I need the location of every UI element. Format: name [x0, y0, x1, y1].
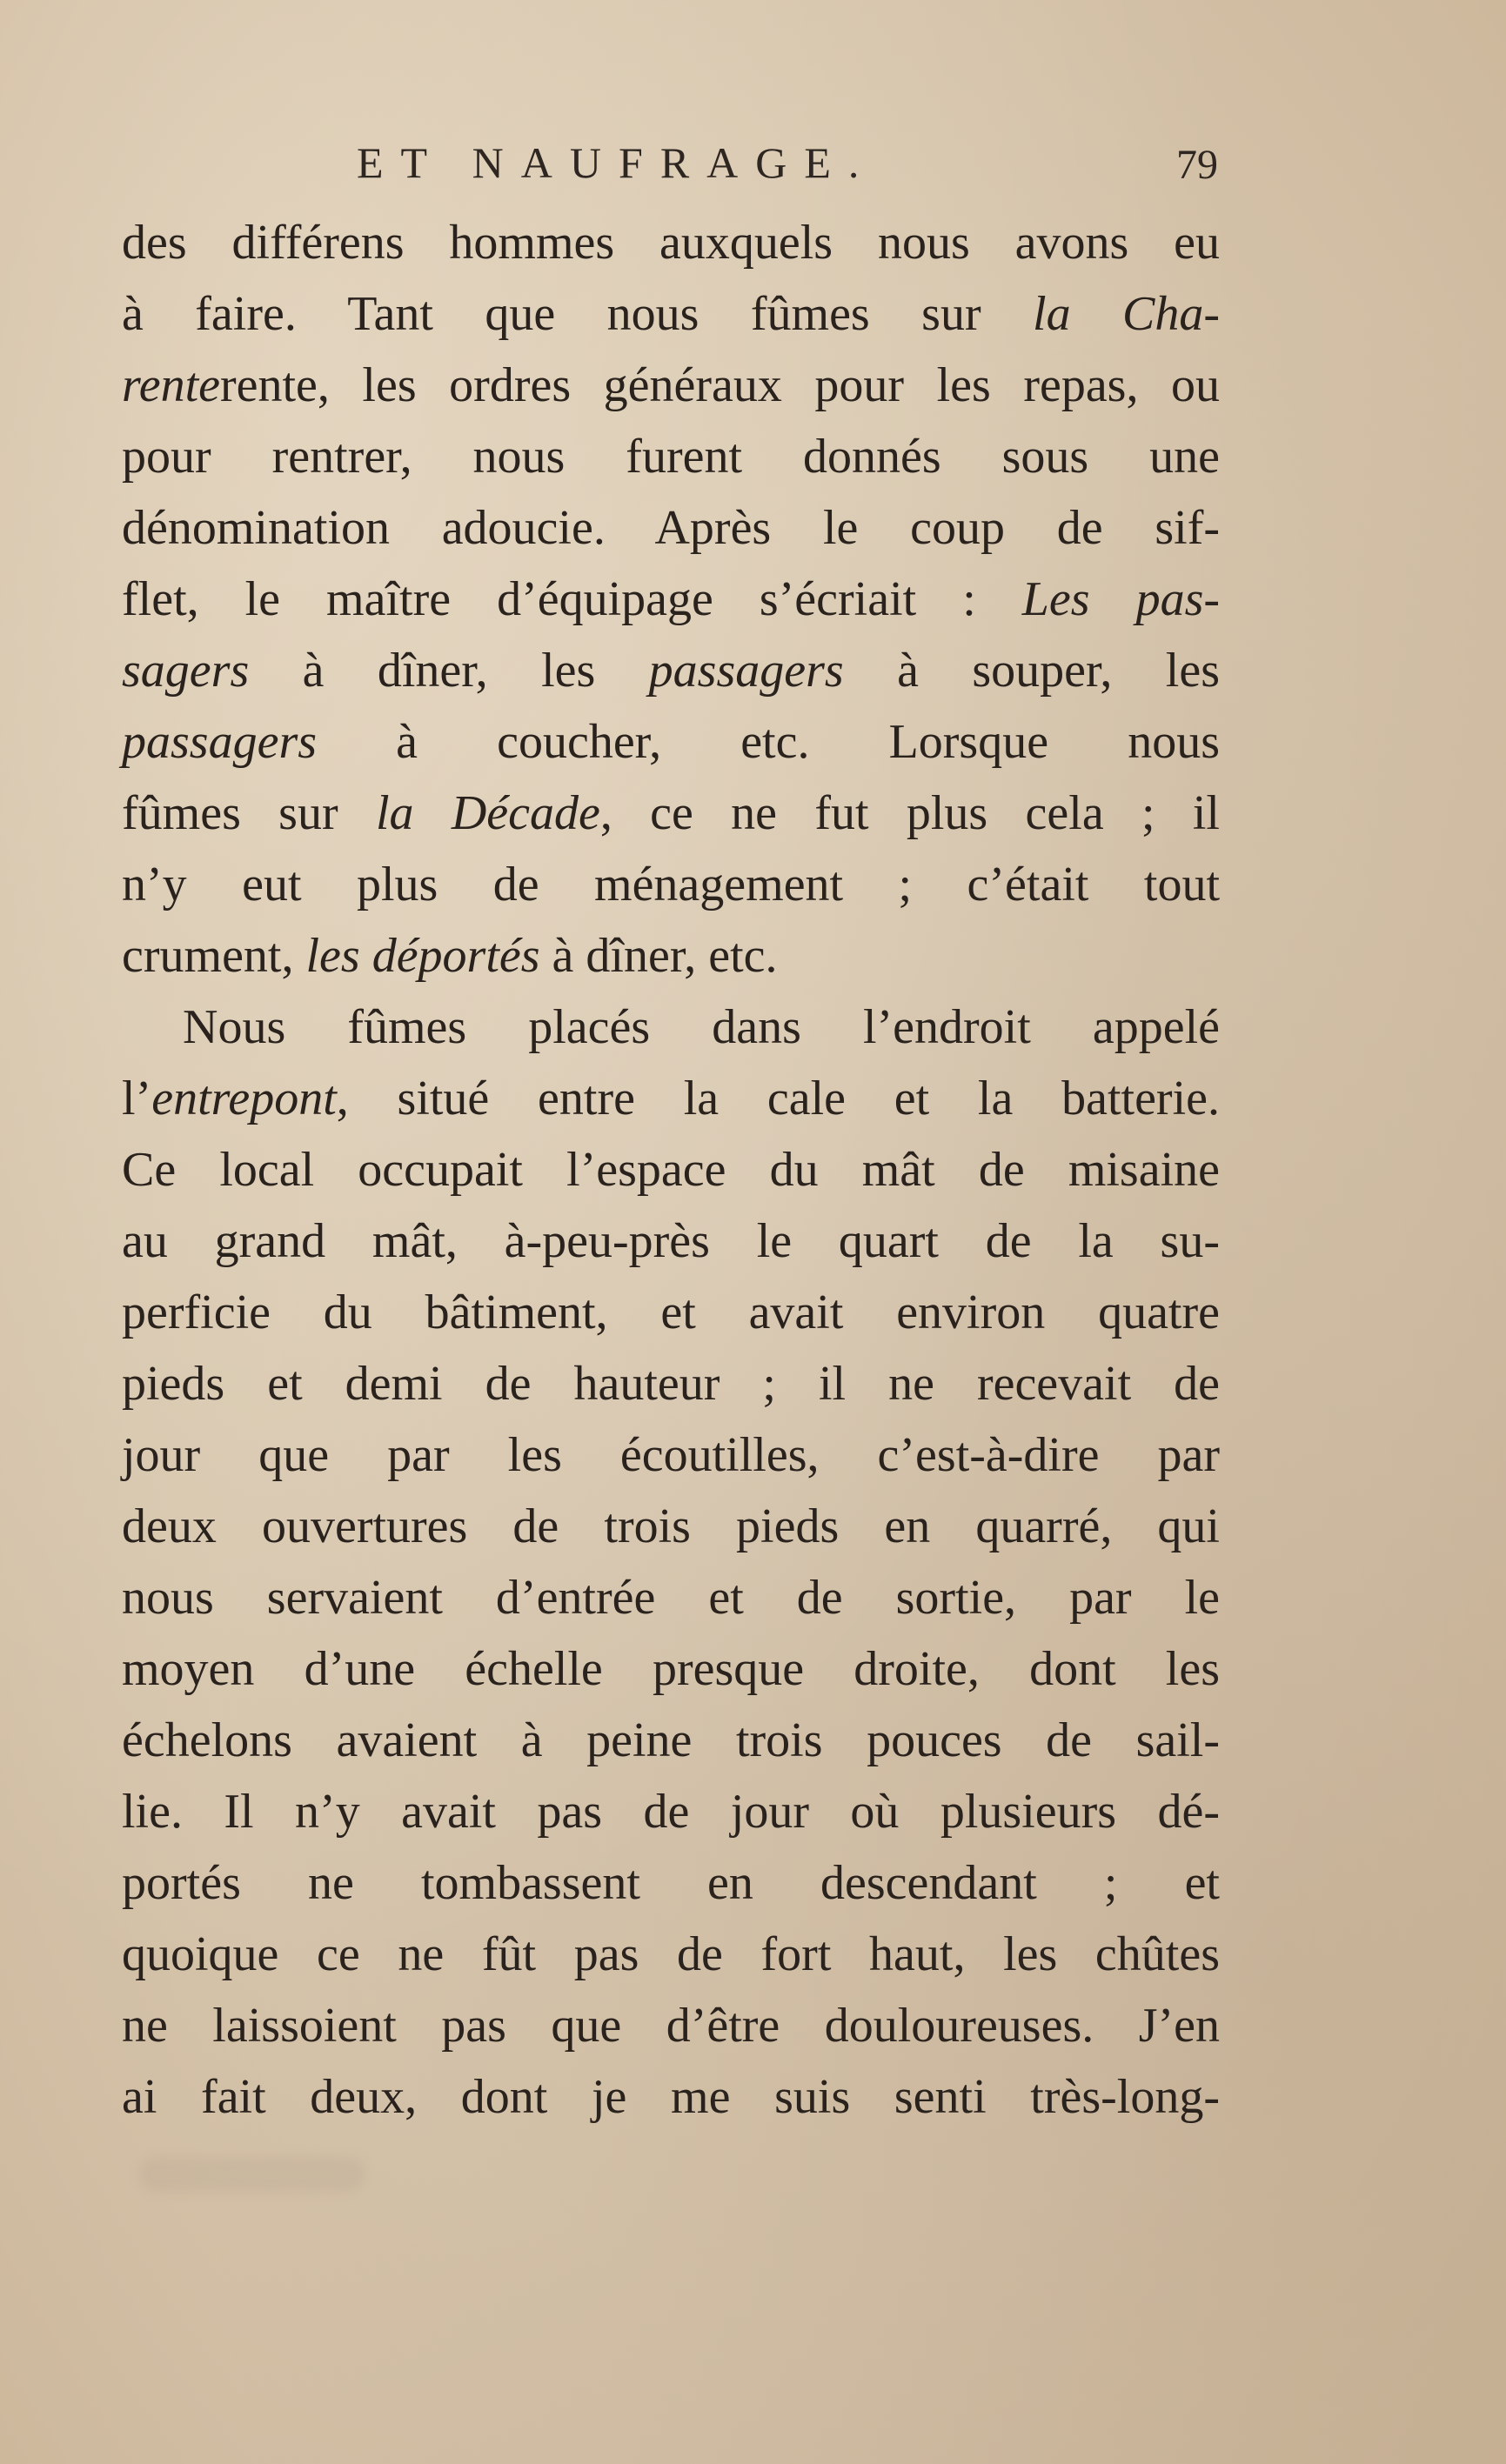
text-line: Ce local occupait l’espace du mât de misaine	[122, 1143, 1220, 1197]
text-line: renterente, les ordres généraux pour les repas, ou	[122, 358, 1220, 412]
text-line: à faire. Tant que nous fûmes sur la Cha-	[122, 287, 1220, 341]
text-line: Nous fûmes placés dans l’endroit appelé	[183, 1000, 1220, 1054]
text-line: sagers à dîner, les passagers à souper, les	[122, 644, 1220, 698]
text-line: échelons avaient à peine trois pouces de sail-	[122, 1713, 1220, 1767]
italic-phrase: passagers	[648, 644, 844, 698]
text-line: n’y eut plus de ménagement ; c’était tout	[122, 858, 1220, 911]
text-line: passagers à coucher, etc. Lorsque nous	[122, 715, 1220, 769]
running-head	[122, 137, 1218, 198]
italic-phrase: les déportés	[305, 929, 540, 983]
text-line: pour rentrer, nous furent donnés sous une	[122, 430, 1220, 484]
italic-phrase: sagers	[122, 644, 250, 698]
italic-phrase: passagers	[122, 715, 318, 769]
text-line: flet, le maître d’équipage s’écriait : Les pas-	[122, 572, 1221, 626]
text-line: ne laissoient pas que d’être douloureuses. J’en	[122, 1999, 1220, 2053]
text-line: jour que par les écoutilles, c’est-à-dire par	[122, 1428, 1220, 1482]
text-line: des différens hommes auxquels nous avons eu	[122, 216, 1220, 270]
text-line: au grand mât, à-peu-près le quart de la su-	[122, 1214, 1220, 1268]
text-line: lie. Il n’y avait pas de jour où plusieurs dé-	[122, 1785, 1220, 1839]
text-line: quoique ce ne fût pas de fort haut, les chûtes	[122, 1927, 1220, 1981]
text-line: ai fait deux, dont je me suis senti très-long-	[122, 2070, 1220, 2124]
text-line: pieds et demi de hauteur ; il ne recevait de	[122, 1357, 1220, 1411]
text-line: perficie du bâtiment, et avait environ quatre	[122, 1285, 1220, 1339]
text-line: dénomination adoucie. Après le coup de sif-	[122, 501, 1220, 555]
text-line: portés ne tombassent en descendant ; et	[122, 1856, 1220, 1910]
text-line: crument, les déportés à dîner, etc.	[122, 929, 778, 983]
italic-title: rente	[122, 358, 220, 412]
italic-title: la Cha-	[1033, 287, 1220, 341]
page-number: 79	[1176, 142, 1218, 188]
text-line: deux ouvertures de trois pieds en quarré, qui	[122, 1499, 1220, 1553]
italic-term: entrepont	[151, 1072, 337, 1125]
text-line: moyen d’une échelle presque droite, dont les	[122, 1642, 1220, 1696]
text-line: fûmes sur la Décade, ce ne fut plus cela ; il	[122, 786, 1220, 840]
italic-phrase: Les pas-	[1021, 572, 1221, 626]
text-line: nous servaient d’entrée et de sortie, par le	[122, 1571, 1220, 1625]
text-line: l’entrepont, situé entre la cale et la batterie.	[122, 1072, 1220, 1125]
running-title: ET NAUFRAGE.	[357, 138, 877, 187]
italic-title: la Décade	[375, 786, 600, 840]
body-text	[122, 207, 1220, 2133]
bleed-through-stain	[139, 2157, 365, 2192]
